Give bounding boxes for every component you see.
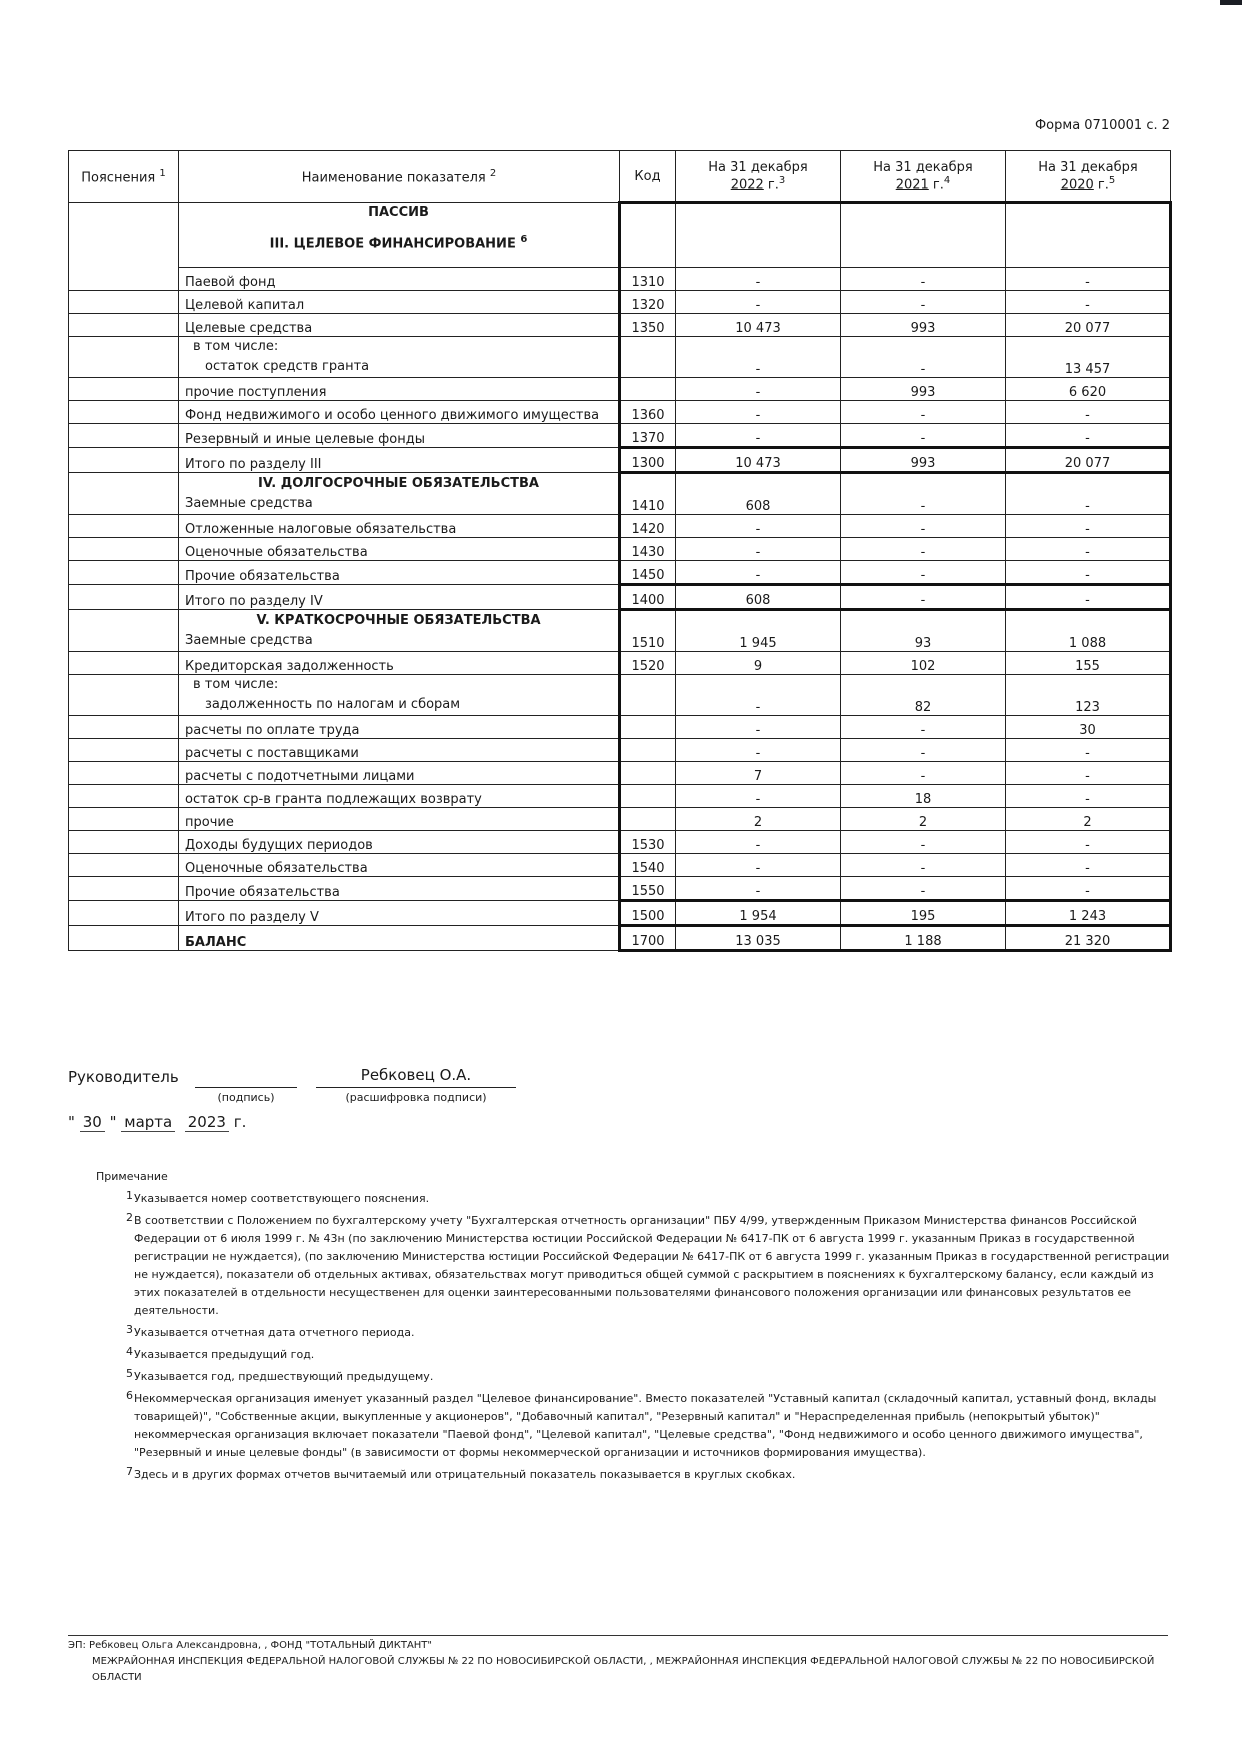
balance-total-row: БАЛАНС 1700 13 035 1 188 21 320 [69, 926, 1171, 951]
note-item: 4 Указывается предыдущий год. [126, 1345, 315, 1361]
table-row: в том числе: задолженность по налогам и сборам - 82 123 [69, 675, 1171, 716]
signature-caption: (подпись) [217, 1091, 275, 1104]
section-4-title: IV. ДОЛГОСРОЧНЫЕ ОБЯЗАТЕЛЬСТВА [258, 476, 539, 491]
section-row-passive [69, 203, 1171, 268]
table-row: Фонд недвижимого и особо ценного движимого имущества 1360 - - - [69, 401, 1171, 424]
table-row: прочие поступления - 993 6 620 [69, 378, 1171, 401]
signer-name-line [316, 1087, 516, 1088]
table-row: Оценочные обязательства 1540 - - - [69, 854, 1171, 877]
footer-signer: ЭП: Ребковец Ольга Александровна, , ФОНД "ТОТАЛЬНЫЙ ДИКТАНТ" [68, 1640, 433, 1651]
table-row: Целевой капитал 1320 - - - [69, 291, 1171, 314]
header-code: Код [620, 151, 676, 203]
balance-sheet-table [68, 150, 1172, 952]
section-5-title: V. КРАТКОСРОЧНЫЕ ОБЯЗАТЕЛЬСТВА [256, 613, 541, 628]
note-item: 1 Указывается номер соответствующего пояснения. [126, 1189, 430, 1205]
table-row: Оценочные обязательства 1430 - - - [69, 538, 1171, 561]
table-row: прочие 2 2 2 [69, 808, 1171, 831]
scan-corner-mark [1220, 0, 1242, 5]
footer-divider [68, 1635, 1168, 1636]
note-item: 3 Указывается отчетная дата отчетного периода. [126, 1323, 415, 1339]
date-day: 30 [80, 1113, 105, 1132]
date-year: 2023 [185, 1113, 229, 1132]
table-row: Прочие обязательства 1450 - - - [69, 561, 1171, 585]
footer-authority: МЕЖРАЙОННАЯ ИНСПЕКЦИЯ ФЕДЕРАЛЬНОЙ НАЛОГОВОЙ СЛУЖБЫ № 22 ПО НОВОСИБИРСКОЙ ОБЛАСТИ, , МЕЖРАЙОННАЯ ИНСПЕКЦИЯ ФЕДЕРАЛЬНОЙ НАЛОГОВОЙ СЛУЖБЫ № 22 ПО НОВОСИБИРСКОЙ ОБЛАСТИ [92, 1656, 1155, 1683]
header-period-2021: На 31 декабря 2021 г.$^4$ [841, 151, 1006, 203]
table-row: расчеты по оплате труда - - 30 [69, 716, 1171, 739]
section-3-title: III. ЦЕЛЕВОЕ ФИНАНСИРОВАНИЕ $^6$ [269, 234, 528, 252]
table-row: Кредиторская задолженность 1520 9 102 155 [69, 652, 1171, 675]
header-period-2022: На 31 декабря 2022 г.$^3$ [676, 151, 841, 203]
signer-name: Ребковец О.А. [360, 1066, 472, 1084]
form-label: Форма 0710001 с. 2 [1034, 118, 1170, 133]
table-row: Отложенные налоговые обязательства 1420 - - - [69, 515, 1171, 538]
note-cell [69, 203, 179, 291]
table-row: Прочие обязательства 1550 - - - [69, 877, 1171, 901]
table-row: Целевые средства 1350 10 473 993 20 077 [69, 314, 1171, 337]
note-item: 2 В соответствии с Положением по бухгалтерскому учету "Бухгалтерская отчетность организации" ПБУ 4/99, утвержденным Приказом Министерства финансов Российской Федерации от 6 июля 1999 г. № 43н (по заключению Министерства юстиции Российской Федерации № 6417-ПК от 6 августа 1999 г. указанным Приказ в государственной регистрации не нуждается), (по заключению Министерства юстиции Российской Федерации № 6417-ПК от 6 августа 1999 г. указанным Приказ в государственной регистрации не нуждается), показатели об отдельных активах, обязательствах могут приводиться общей суммой с раскрытием в пояснениях к бухгалтерскому балансу, если каждый из этих показателей в отдельности несущественен для оценки заинтересованными пользователями финансового положения организации или финансовых результатов ее деятельности. [126, 1211, 1170, 1317]
table-row: расчеты с подотчетными лицами 7 - - [69, 762, 1171, 785]
total-row-section-3: Итого по разделу III 1300 10 473 993 20 077 [69, 448, 1171, 473]
signer-name-caption: (расшифровка подписи) [345, 1091, 487, 1104]
notes-section [96, 1168, 1176, 1488]
table-row: Доходы будущих периодов 1530 - - - [69, 831, 1171, 854]
header-notes: Пояснения $^1$ [69, 151, 179, 203]
section-passive-title: ПАССИВ [368, 205, 429, 220]
table-row: V. КРАТКОСРОЧНЫЕ ОБЯЗАТЕЛЬСТВА Заемные средства 1510 1 945 93 1 088 [69, 610, 1171, 652]
signer-role: Руководитель [68, 1068, 179, 1086]
notes-heading: Примечание [96, 1170, 168, 1183]
note-item: 5 Указывается год, предшествующий предыдущему. [126, 1367, 434, 1383]
header-name: Наименование показателя $^2$ [179, 151, 620, 203]
signature-line [195, 1087, 297, 1088]
total-row-section-5: Итого по разделу V 1500 1 954 195 1 243 [69, 901, 1171, 926]
table-row: Паевой фонд 1310 - - - [69, 268, 1171, 291]
table-row: IV. ДОЛГОСРОЧНЫЕ ОБЯЗАТЕЛЬСТВА Заемные средства 1410 608 - - [69, 473, 1171, 515]
note-item: 7 Здесь и в других формах отчетов вычитаемый или отрицательный показатель показывается в круглых скобках. [126, 1465, 796, 1481]
signature-date: " 30 " марта 2023 г. [68, 1113, 247, 1131]
total-row-section-4: Итого по разделу IV 1400 608 - - [69, 585, 1171, 610]
electronic-signature-footer [68, 1635, 1168, 1686]
date-month: марта [121, 1113, 175, 1132]
table-row: остаток ср-в гранта подлежащих возврату - 18 - [69, 785, 1171, 808]
table-row: в том числе: остаток средств гранта - - 13 457 [69, 337, 1171, 378]
table-header-row [69, 151, 1171, 203]
table-row: расчеты с поставщиками - - - [69, 739, 1171, 762]
header-period-2020: На 31 декабря 2020 г.$^5$ [1006, 151, 1171, 203]
table-row: Резервный и иные целевые фонды 1370 - - - [69, 424, 1171, 448]
note-item: 6 Некоммерческая организация именует указанный раздел "Целевое финансирование". Вместо показателей "Уставный капитал (складочный капитал, уставный фонд, вклады товарищей)", "Собственные акции, выкупленные у акционеров", "Добавочный капитал", "Резервный капитал" и "Нераспределенная прибыль (непокрытый убыток)" некоммерческая организация включает показатели "Паевой фонд", "Целевой капитал", "Целевые средства", "Фонд недвижимого и особо ценного движимого имущества", "Резервный и иные целевые фонды" (в зависимости от формы некоммерческой организации и источников формирования имущества). [126, 1389, 1157, 1459]
